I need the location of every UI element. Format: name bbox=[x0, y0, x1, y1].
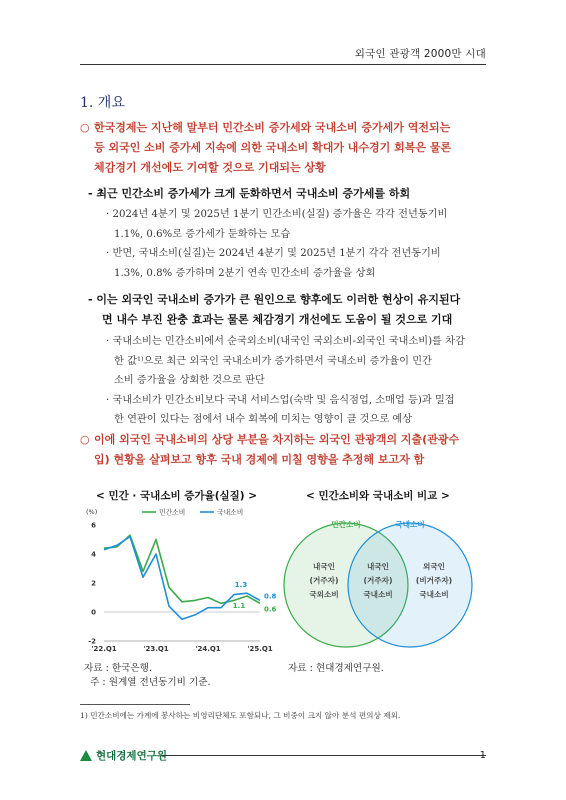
detail-item-cont: 한 값¹⁾으로 최근 외국인 국내소비가 증가하면서 국내소비 증가율이 민간 bbox=[114, 355, 432, 367]
sub-point-text: 면 내수 부진 완충 효과는 물론 체감경기 개선에도 도움이 될 것으로 기대 bbox=[102, 313, 453, 326]
venn-source bbox=[288, 662, 384, 676]
venn-source-text: 자료 : 현대경제연구원. bbox=[288, 663, 384, 674]
footer-logo bbox=[80, 748, 167, 763]
detail-item: · 반면, 국내소비(실질)는 2024년 4분기 및 2025년 1분기 각각 전년동기비 bbox=[106, 248, 441, 259]
bullet-line: 입) 현황을 살펴보고 향후 국내 경제에 미칠 영향을 추정해 보고자 함 bbox=[94, 453, 425, 466]
footer-org-name: 현대경제연구원 bbox=[96, 750, 168, 762]
series-line-민간소비 bbox=[104, 535, 260, 603]
chart-y-unit: (%) bbox=[86, 508, 98, 516]
y-tick-label: 4 bbox=[91, 550, 96, 559]
main-bullet-1 bbox=[80, 118, 490, 178]
detail-list-2 bbox=[88, 332, 490, 430]
bullet-mark: ○ bbox=[80, 433, 90, 446]
chart-source-text: 자료 : 한국은행. bbox=[84, 663, 152, 674]
venn-right-label: (비거주자) bbox=[415, 576, 453, 585]
header-divider bbox=[80, 64, 486, 65]
sub-point-text: - 이는 외국인 국내소비 증가가 큰 원인으로 향후에도 이러한 현상이 유지된다 bbox=[88, 293, 461, 306]
venn-left-label: (거주자) bbox=[309, 576, 339, 585]
bullet-mark: ○ bbox=[80, 121, 90, 134]
venn-left-label: 내국인 bbox=[312, 562, 336, 571]
y-tick-label: 0 bbox=[91, 608, 96, 617]
data-label: 0.6 bbox=[264, 605, 277, 614]
sub-point-1 bbox=[88, 184, 498, 204]
y-tick-label: 6 bbox=[91, 521, 96, 530]
venn-right-title: 국내소비 bbox=[395, 520, 425, 529]
y-tick-label: 2 bbox=[91, 579, 96, 588]
x-tick-label: '23.Q1 bbox=[143, 645, 169, 653]
x-tick-label: '25.Q1 bbox=[247, 645, 273, 653]
bullet-line: 체감경기 개선에도 기여할 것으로 기대되는 상황 bbox=[94, 161, 326, 174]
chart-caption: < 민간 · 국내소비 증가율(실질) > bbox=[96, 490, 258, 502]
consumption-growth-chart bbox=[84, 505, 277, 657]
venn-left-label: 국외소비 bbox=[309, 590, 339, 599]
footer-divider bbox=[162, 755, 486, 756]
detail-item: · 국내소비가 민간소비보다 국내 서비스업(숙박 및 음식점업, 소매업 등)과 밀접 bbox=[106, 394, 455, 406]
venn-diagram bbox=[286, 505, 470, 657]
legend-label: 민간소비 bbox=[159, 508, 186, 517]
x-tick-label: '24.Q1 bbox=[195, 645, 221, 653]
legend-label: 국내소비 bbox=[217, 508, 244, 517]
venn-center-label: 국내소비 bbox=[363, 590, 393, 599]
detail-item-cont: 한 연관이 있다는 점에서 내수 회복에 미치는 영향이 클 것으로 예상 bbox=[114, 414, 413, 425]
venn-left-title: 민간소비 bbox=[331, 520, 361, 529]
bullet-line: 등 외국인 소비 증가세 지속에 의한 국내소비 확대가 내수경기 회복은 물론 bbox=[94, 141, 452, 154]
footnote-divider bbox=[80, 704, 190, 705]
venn-caption: < 민간소비와 국내소비 비교 > bbox=[306, 490, 450, 502]
main-bullet-2 bbox=[80, 430, 490, 470]
data-label: 1.1 bbox=[232, 602, 246, 611]
chart-source bbox=[84, 662, 211, 690]
triangle-logo-icon bbox=[80, 750, 92, 761]
venn-center-label: 내국인 bbox=[366, 562, 390, 571]
detail-item-cont: 소비 증가율을 상회한 것으로 판단 bbox=[114, 375, 265, 386]
footnote: 1) 민간소비에는 가계에 봉사하는 비영리단체도 포함되나, 그 비중이 크지 않아 분석 편의상 제외. bbox=[80, 711, 401, 720]
chart-svg bbox=[84, 505, 277, 657]
section-title: 1. 개요 bbox=[80, 95, 125, 111]
bullet-line: 이에 외국인 국내소비의 상당 부분을 차지하는 외국인 관광객의 지출(관광수 bbox=[94, 433, 460, 446]
chart-note-text: 주 : 원계열 전년동기비 기준. bbox=[84, 677, 211, 688]
venn-svg bbox=[286, 505, 470, 657]
venn-right-label: 외국인 bbox=[422, 562, 446, 571]
venn-right-circle bbox=[348, 523, 472, 647]
sub-point-text: - 최근 민간소비 증가세가 크게 둔화하면서 국내소비 증가세를 하회 bbox=[88, 187, 411, 200]
venn-right-label: 국내소비 bbox=[419, 590, 449, 599]
data-label: 0.8 bbox=[264, 592, 277, 601]
page-number: 1 bbox=[479, 750, 486, 761]
sub-point-2 bbox=[88, 290, 490, 330]
page-header: 외국인 관광객 2000만 시대 bbox=[354, 48, 486, 60]
y-tick-label: -2 bbox=[88, 637, 96, 646]
detail-list-1 bbox=[88, 205, 490, 283]
detail-item: · 2024년 4분기 및 2025년 1분기 민간소비(실질) 증가율은 각각 전년동기비 bbox=[106, 209, 448, 220]
detail-item: · 국내소비는 민간소비에서 순국외소비(내국인 국외소비-외국인 국내소비)를 차감 bbox=[106, 336, 465, 347]
detail-item-cont: 1.3%, 0.8% 증가하며 2분기 연속 민간소비 증가율을 상회 bbox=[114, 267, 376, 279]
venn-center-label: (거주자) bbox=[363, 576, 393, 585]
data-label: 1.3 bbox=[234, 581, 248, 590]
bullet-line: 한국경제는 지난해 말부터 민간소비 증가세와 국내소비 증가세가 역전되는 bbox=[94, 121, 451, 134]
detail-item-cont: 1.1%, 0.6%로 증가세가 둔화하는 모습 bbox=[114, 228, 291, 240]
x-tick-label: '22.Q1 bbox=[91, 645, 117, 653]
